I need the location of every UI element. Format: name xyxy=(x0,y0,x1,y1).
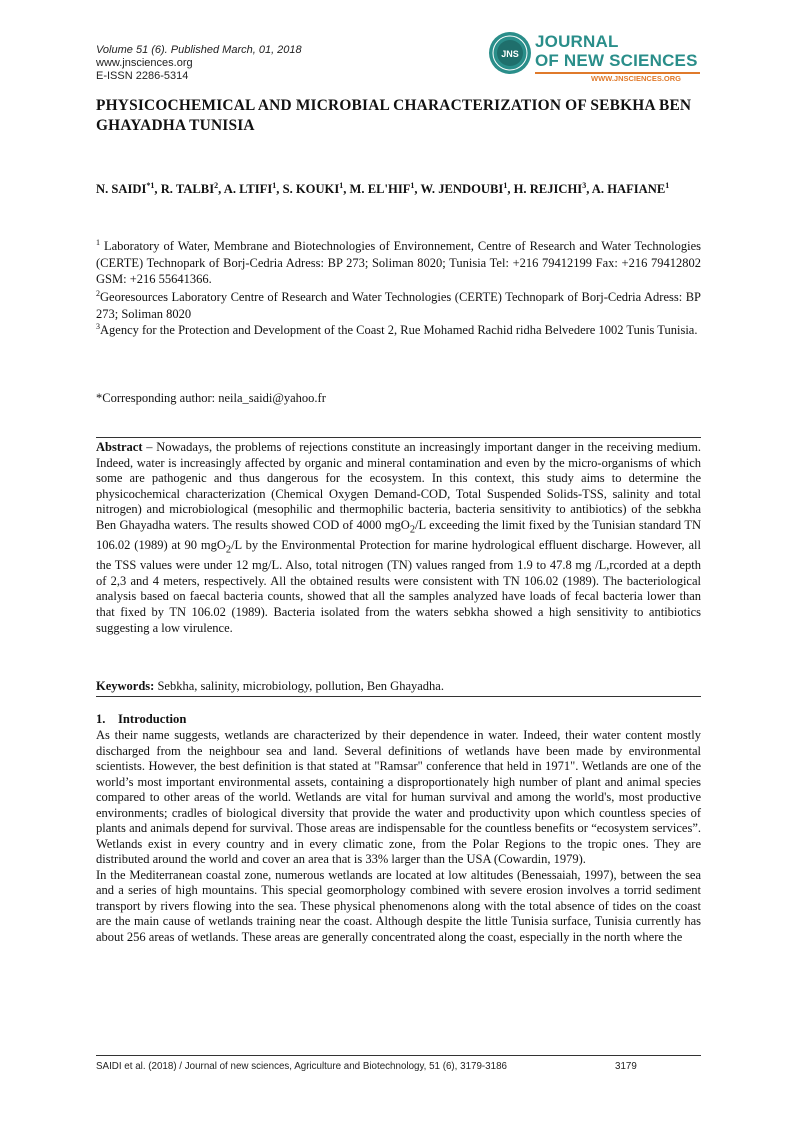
author: S. KOUKI$^1$ xyxy=(282,180,344,196)
paragraph: As their name suggests, wetlands are characterized by their dependence in water. Indeed, their water content mostly discharged from the neighbour sea and land. Several definitions of wetlands have been made by environmental scientists. However, the best definition is that stated at "Ramsar" conference that held in 1971". Wetlands are one of the world’s most important environmental assets, containing a disproportionately high number of plant and animal species compared to other areas of the world. Wetlands are vital for human survival and among the world's, most productive environments; cradles of biological diversity that provide the water and productivity upon which countless species of plants and animals depend for survival. Those areas are indispensable for the countless benefits or “ecosystem services”. Wetlands exist in every country and in every climatic zone, from the Polar Regions to the tropic ones. They are distributed around the world and cover an area that is 33% larger than the USA (Cowardin, 1979). xyxy=(96,728,701,866)
page-number: 3179 xyxy=(615,1061,637,1072)
footer-citation: SAIDI et al. (2018) / Journal of new sciences, Agriculture and Biotechnology, 51 (6), 3179-3186 xyxy=(96,1061,507,1072)
paper-title: PHYSICOCHEMICAL AND MICROBIAL CHARACTERIZATION OF SEBKHA BEN GHAYADHA TUNISIA xyxy=(96,97,692,134)
introduction-body xyxy=(96,728,701,945)
author: M. EL'HIF$^1$ xyxy=(349,180,415,196)
author: A. LTIFI$^1$ xyxy=(223,180,277,196)
affiliation-1: $^1$ Laboratory of Water, Membrane and Biotechnologies of Environnement, Centre of Research and Water Technologies (CERTE) Technopark of Borj-Cedria Adress: BP 273; Soliman 8020; Tunisia Tel: +216 79412199 Fax: +216 79412802 GSM: +216 55641366. xyxy=(96,237,701,286)
author: R. TALBI$^2$ xyxy=(160,180,219,196)
abstract: Abstract – Nowadays, the problems of rejections constitute an increasingly important danger in the receiving medium. Indeed, water is increasingly affected by organic and mineral contamination and even by the micro-organisms of which some are pathogenic and thus dangerous for the ecosystem. In this context, this study aims to determine the physicochemical characterization (Chemical Oxygen Demand-COD, Total Suspended Solids-TSS, salinity and total nitrogen) and microbiological (mesophilic and thermophilic bacteria, bacteria sensitivity to antibiotics) of the sebkha Ben Ghayadha waters. The results showed COD of 4000 mgO$_2$/L exceeding the limit fixed by the Tunisian standard TN 106.02 (1989) at 90 mgO$_2$/L by the Environmental Protection for marine hydrological effluent discharge. However, all the TSS values were under 12 mg/L. Also, total nitrogen (TN) values ranged from 1.9 to 47.8 mg /L,rcorded at a depth of 2,3 and 4 meters, respectively. All the obtained results were consistent with TN 106.02 (1989). The bacteriological analysis based on faecal bacteria counts, showed that all the samples analyzed have loads of fecal bacteria lower than that fixed by TN 106.02 (1989). Bacteria isolated from the waters sebkha showed a high sensitivity to antibiotics suggesting a low virulence. xyxy=(96,440,701,635)
journal-badge-icon xyxy=(487,30,533,76)
keywords-label: Keywords: xyxy=(96,679,155,693)
journal-website: www.jnsciences.org xyxy=(96,57,193,69)
section-heading-introduction: 1. Introduction xyxy=(96,712,187,726)
keywords: Keywords: Sebkha, salinity, microbiology, pollution, Ben Ghayadha. xyxy=(96,679,444,693)
paragraph: In the Mediterranean coastal zone, numerous wetlands are located at low altitudes (Benessaiah, 1997), between the sea and a series of high mountains. This special geomorphology combined with severe erosion involves a torrid sediment transport by rivers flowing into the sea. These physical phenomenons along with the total absence of tides on the coast are the main cause of wetlands training near the coast. Although despite the little Tunisia surface, Tunisia currently has about 256 areas of wetlands. These areas are generally concentrated along the coast, especially in the north where the xyxy=(96,867,701,944)
affiliation-2: $^2$Georesources Laboratory Centre of Research and Water Technologies (CERTE) Technopark of Borj-Cedria Adress: BP 273; Soliman 8020 xyxy=(96,288,701,321)
author: H. REJICHI$^3$ xyxy=(513,180,587,196)
author: A. HAFIANE$^1$ xyxy=(591,180,670,196)
logo-title-line2: OF NEW SCIENCES xyxy=(535,51,698,70)
journal-header-meta xyxy=(96,44,302,83)
affiliation-3: $^3$Agency for the Protection and Development of the Coast 2, Rue Mohamed Rachid ridha Belvedere 1002 Tunis Tunisia. xyxy=(96,321,698,337)
author-list: N. SAIDI$^{*1}$, R. TALBI$^2$, A. LTIFI$^1$, S. KOUKI$^1$, M. EL'HIF$^1$, W. JENDOUBI$^1$, H. REJICHI$^3$, A. HAFIANE$^1$ xyxy=(96,180,670,196)
logo-title-line1: JOURNAL xyxy=(535,32,619,51)
author: N. SAIDI$^{*1}$ xyxy=(96,180,155,196)
corresponding-author: *Corresponding author: neila_saidi@yahoo.fr xyxy=(96,391,326,405)
journal-logo xyxy=(487,30,702,88)
badge-text: JNS xyxy=(501,49,519,59)
footer-divider xyxy=(96,1055,701,1056)
logo-url: WWW.JNSCIENCES.ORG xyxy=(591,74,682,83)
author: W. JENDOUBI$^1$ xyxy=(420,180,508,196)
journal-issn: E-ISSN 2286-5314 xyxy=(96,70,189,82)
volume-info: Volume 51 (6). Published March, 01, 2018 xyxy=(96,44,302,56)
abstract-label: Abstract xyxy=(96,440,143,454)
